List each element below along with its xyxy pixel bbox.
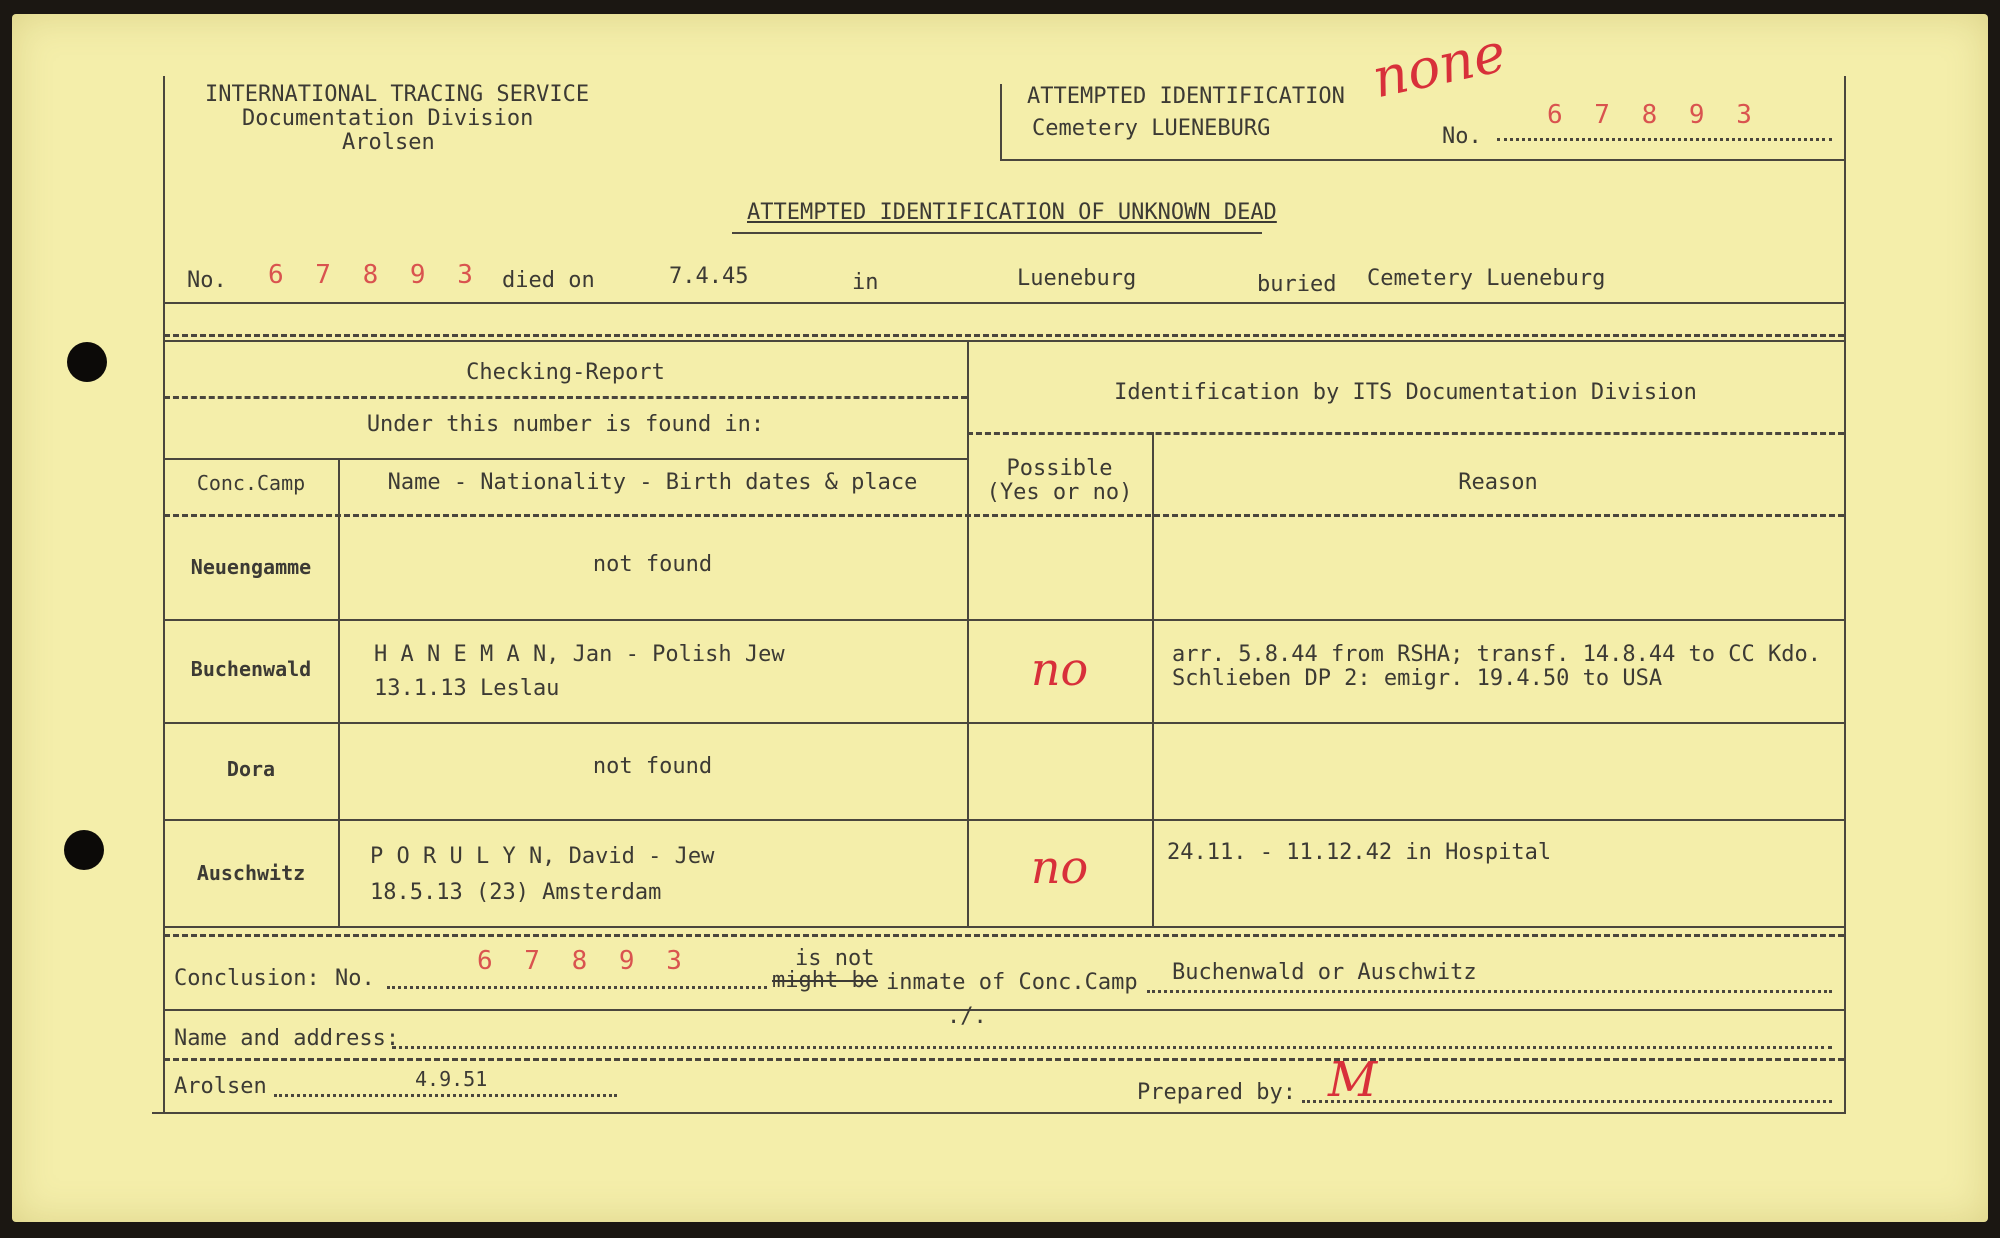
camp-col-divider xyxy=(338,458,340,926)
punch-hole-bottom xyxy=(64,830,104,870)
row4-name-line2: 18.5.13 (23) Amsterdam xyxy=(370,880,662,905)
frame-left xyxy=(163,76,165,1114)
table-bottom xyxy=(164,926,1844,928)
header-no-dots xyxy=(1497,138,1832,141)
page-title: ATTEMPTED IDENTIFICATION OF UNKNOWN DEAD xyxy=(747,200,1277,225)
died-on-value: 7.4.45 xyxy=(669,264,749,289)
record-line xyxy=(164,302,1844,304)
row1-camp: Neuengamme xyxy=(190,555,312,579)
conclusion-camps: Buchenwald or Auschwitz xyxy=(1172,960,1477,985)
card-bottom-line xyxy=(152,1112,1846,1114)
col-reason-header: Reason xyxy=(1458,470,1538,495)
conclusion-no-dots xyxy=(387,986,767,989)
row3-camp: Dora xyxy=(226,757,276,781)
name-address-value: ./. xyxy=(947,1004,987,1029)
in-value: Lueneburg xyxy=(1017,266,1137,291)
handwritten-note: none xyxy=(1366,20,1512,111)
died-on-label: died on xyxy=(502,268,595,293)
punch-hole-top xyxy=(67,342,107,382)
header-no-label: No. xyxy=(1442,124,1482,149)
table-top xyxy=(164,340,1844,342)
checking-report-subtitle: Under this number is found in: xyxy=(366,412,765,437)
row2-name-line2: 13.1.13 Leslau xyxy=(374,676,560,701)
name-address-dots xyxy=(392,1046,1832,1049)
conclusion-inmate-text: inmate of Conc.Camp xyxy=(886,970,1138,995)
header-box-cemetery: Cemetery LUENEBURG xyxy=(1032,116,1271,141)
row2-reason-line1: arr. 5.8.44 from RSHA; transf. 14.8.44 to CC Kdo. xyxy=(1172,642,1822,667)
row-line-1 xyxy=(164,619,1844,621)
header-box-left xyxy=(1000,84,1002,160)
row4-reason-line1: 24.11. - 11.12.42 in Hospital xyxy=(1167,840,1552,865)
record-no-label: No. xyxy=(187,268,227,293)
footer-date: 4.9.51 xyxy=(415,1067,488,1091)
buried-label: buried xyxy=(1257,272,1337,297)
identification-title: Identification by ITS Documentation Division xyxy=(1114,380,1697,405)
conclusion-no-label: No. xyxy=(335,966,375,991)
header-no-value: 6 7 8 9 3 xyxy=(1547,100,1760,130)
header-box-title: ATTEMPTED IDENTIFICATION xyxy=(1027,84,1345,109)
record-dash-line xyxy=(164,334,1844,337)
row2-reason-line2: Schlieben DP 2: emigr. 19.4.50 to USA xyxy=(1172,666,1663,691)
col-name-header: Name - Nationality - Birth dates & place xyxy=(387,470,918,495)
name-address-label: Name and address: xyxy=(174,1026,400,1051)
row4-possible: no xyxy=(1030,840,1089,894)
row1-name: not found xyxy=(592,552,713,577)
prepared-by-dots xyxy=(1302,1100,1832,1103)
footer-date-dots xyxy=(274,1094,617,1097)
row2-name-line1: H A N E M A N, Jan - Polish Jew xyxy=(374,642,785,667)
row4-camp: Auschwitz xyxy=(196,861,306,885)
conclusion-might-be: might be xyxy=(772,968,878,993)
prepared-by-initial: M xyxy=(1328,1052,1378,1108)
org-line-1: INTERNATIONAL TRACING SERVICE xyxy=(205,82,590,107)
left-subtitle-line xyxy=(164,458,967,460)
table-divider-main xyxy=(967,340,969,926)
buried-value: Cemetery Lueneburg xyxy=(1367,266,1606,291)
org-line-2: Documentation Division xyxy=(242,106,534,131)
conclusion-top-dash xyxy=(164,934,1844,937)
index-card xyxy=(12,14,1988,1222)
possible-col-divider xyxy=(1152,432,1154,926)
conclusion-no-value: 6 7 8 9 3 xyxy=(477,946,690,976)
prepared-by-label: Prepared by: xyxy=(1137,1080,1296,1105)
row-line-2 xyxy=(164,722,1844,724)
colhead-line xyxy=(164,514,1844,517)
conclusion-is-not: is not xyxy=(795,946,875,971)
right-title-line xyxy=(967,432,1844,435)
conclusion-line xyxy=(164,1009,1844,1011)
col-possible-header-2: (Yes or no) xyxy=(986,480,1133,505)
checking-report-title: Checking-Report xyxy=(466,360,665,385)
col-camp-header: Conc.Camp xyxy=(196,471,306,495)
row2-camp: Buchenwald xyxy=(190,657,312,681)
row2-possible: no xyxy=(1030,642,1089,696)
row-line-3 xyxy=(164,819,1844,821)
conclusion-label: Conclusion: xyxy=(174,966,320,991)
row4-name-line1: P O R U L Y N, David - Jew xyxy=(370,844,715,869)
title-underline xyxy=(732,232,1262,234)
record-no-value: 6 7 8 9 3 xyxy=(268,260,481,290)
col-possible-header-1: Possible xyxy=(1006,456,1113,481)
header-box-bottom xyxy=(1000,159,1844,161)
footer-place: Arolsen xyxy=(174,1074,267,1099)
conclusion-camps-dots xyxy=(1147,990,1832,993)
org-line-3: Arolsen xyxy=(342,130,435,155)
frame-right xyxy=(1844,76,1846,1112)
row3-name: not found xyxy=(592,754,713,779)
in-label: in xyxy=(852,270,879,295)
left-title-line xyxy=(164,396,967,399)
name-address-line xyxy=(164,1058,1844,1061)
